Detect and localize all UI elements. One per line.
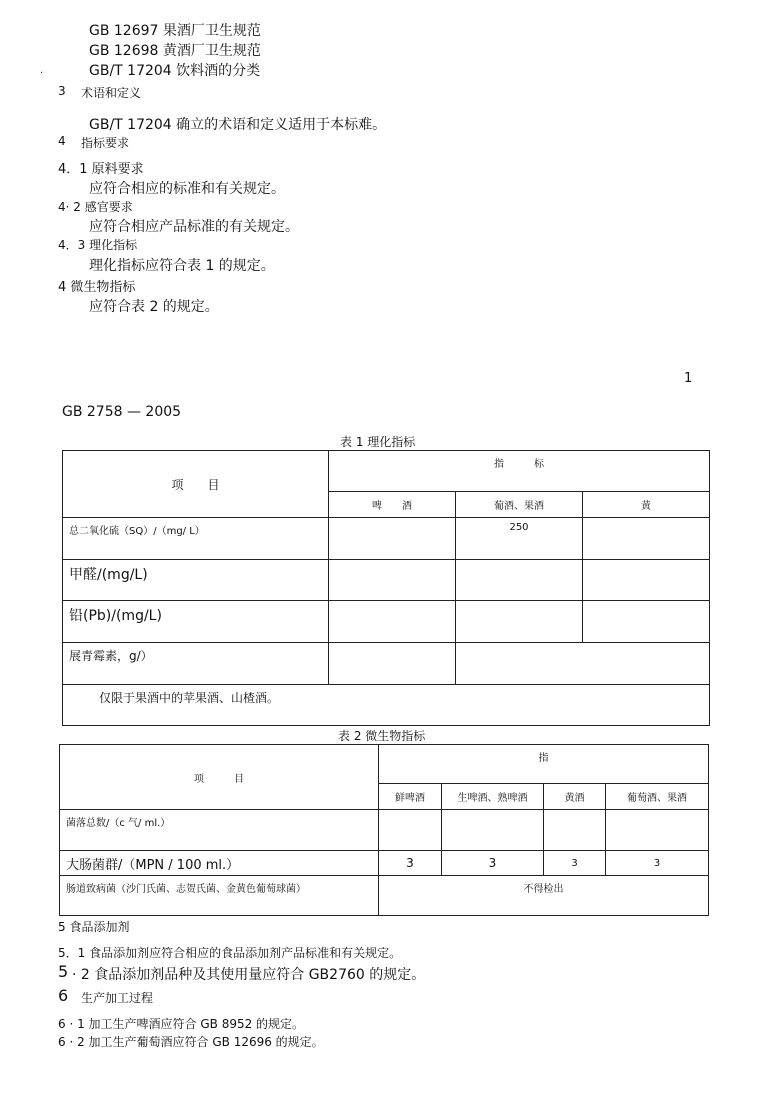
stray-dot: · bbox=[40, 68, 44, 79]
table-2 bbox=[59, 744, 709, 916]
table-1-cell bbox=[456, 643, 710, 685]
table-1-row-label: 展青霉素，g/） bbox=[63, 643, 329, 685]
table-2-subheader: 葡萄酒、果酒 bbox=[606, 784, 709, 810]
section-5-2: · 2 食品添加剂品种及其使用量应符合 GB2760 的规定。 bbox=[72, 967, 426, 983]
ref-item: GB 12697 果酒厂卫生规范 bbox=[89, 23, 261, 39]
table-2-cell: 3 bbox=[379, 851, 442, 876]
table-2-caption: 表 2 微生物指标 bbox=[338, 729, 426, 743]
document-code: GB 2758 — 2005 bbox=[62, 404, 182, 420]
section-4-number: 4 bbox=[58, 134, 66, 148]
table-1-cell bbox=[329, 643, 456, 685]
table-2-subheader: 生啤酒、熟啤酒 bbox=[442, 784, 544, 810]
section-5-title: 5 食品添加剂 bbox=[58, 920, 130, 934]
section-5-1: 5．1 食品添加剂应符合相应的食品添加剂产品标准和有关规定。 bbox=[58, 946, 402, 960]
table-2-row-label: 菌落总数/（c 气/ ml.） bbox=[60, 810, 379, 851]
table-2-cell: 3 bbox=[442, 851, 544, 876]
section-4-title: 指标要求 bbox=[81, 136, 130, 150]
subsection-4-4-body: 应符合表 2 的规定。 bbox=[89, 299, 219, 315]
ref-item: GB/T 17204 饮料酒的分类 bbox=[89, 63, 261, 79]
table-1-index-header: 指 标 bbox=[329, 451, 710, 492]
table-1-item-header: 项 目 bbox=[63, 451, 329, 518]
table-2-cell bbox=[379, 810, 442, 851]
subsection-4-2-body: 应符合相应产品标准的有关规定。 bbox=[89, 219, 299, 235]
table-1-cell bbox=[583, 518, 710, 560]
table-1-subheader: 葡酒、果酒 bbox=[456, 492, 583, 518]
table-2-cell: 3 bbox=[606, 851, 709, 876]
table-1-cell bbox=[329, 560, 456, 601]
table-1 bbox=[62, 450, 710, 726]
table-2-cell: 3 bbox=[544, 851, 606, 876]
table-2-cell bbox=[606, 810, 709, 851]
table-2-item-header: 项 目 bbox=[60, 745, 379, 810]
section-6-2: 6 · 2 加工生产葡萄酒应符合 GB 12696 的规定。 bbox=[58, 1035, 324, 1049]
table-1-subheader: 黄 bbox=[583, 492, 710, 518]
table-2-merged-cell: 不得检出 bbox=[379, 876, 709, 916]
table-1-caption: 表 1 理化指标 bbox=[340, 435, 416, 449]
subsection-4-4-title: 4 微生物指标 bbox=[58, 280, 136, 295]
table-1-cell: 250 bbox=[456, 518, 583, 560]
section-6-title: 生产加工过程 bbox=[81, 991, 154, 1005]
subsection-4-3-title: 4．3 理化指标 bbox=[58, 238, 138, 252]
page-number: 1 bbox=[684, 371, 693, 386]
table-1-cell bbox=[456, 601, 583, 643]
table-2-row-label: 肠道致病菌（沙门氏菌、志贺氏菌、金黄色葡萄球菌） bbox=[60, 876, 379, 916]
table-1-note: 仅限于果酒中的苹果酒、山楂酒。 bbox=[63, 685, 710, 726]
table-1-cell bbox=[583, 560, 710, 601]
subsection-4-3-body: 理化指标应符合表 1 的规定。 bbox=[89, 258, 275, 274]
table-2-cell bbox=[544, 810, 606, 851]
table-1-row-label: 甲醛/(mg/L) bbox=[63, 560, 329, 601]
subsection-4-1-title: 4．1 原料要求 bbox=[58, 162, 144, 177]
section-3-body: GB/T 17204 确立的术语和定义适用于本标难。 bbox=[89, 117, 387, 133]
table-1-cell bbox=[456, 560, 583, 601]
section-3-number: 3 bbox=[58, 84, 66, 98]
ref-item: GB 12698 黄酒厂卫生规范 bbox=[89, 43, 261, 59]
table-2-index-header: 指 bbox=[379, 745, 709, 784]
table-1-cell bbox=[583, 601, 710, 643]
section-5-2-number: 5 bbox=[58, 962, 69, 981]
table-1-cell bbox=[329, 518, 456, 560]
table-2-row-label: 大肠菌群/（MPN / 100 ml.） bbox=[60, 851, 379, 876]
section-3-title: 术语和定义 bbox=[81, 86, 142, 100]
table-1-row-label: 铅(Pb)/(mg/L) bbox=[63, 601, 329, 643]
table-2-subheader: 黄酒 bbox=[544, 784, 606, 810]
subsection-4-2-title: 4· 2 感官要求 bbox=[58, 200, 133, 214]
table-1-cell bbox=[329, 601, 456, 643]
section-6-1: 6 · 1 加工生产啤酒应符合 GB 8952 的规定。 bbox=[58, 1017, 305, 1031]
table-2-cell bbox=[442, 810, 544, 851]
table-2-subheader: 鲜啤酒 bbox=[379, 784, 442, 810]
section-6-number: 6 bbox=[58, 986, 69, 1005]
table-1-row-label: 总二氧化硫（SQ）/（mg/ L） bbox=[63, 518, 329, 560]
subsection-4-1-body: 应符合相应的标准和有关规定。 bbox=[89, 181, 285, 197]
table-1-subheader: 啤 酒 bbox=[329, 492, 456, 518]
